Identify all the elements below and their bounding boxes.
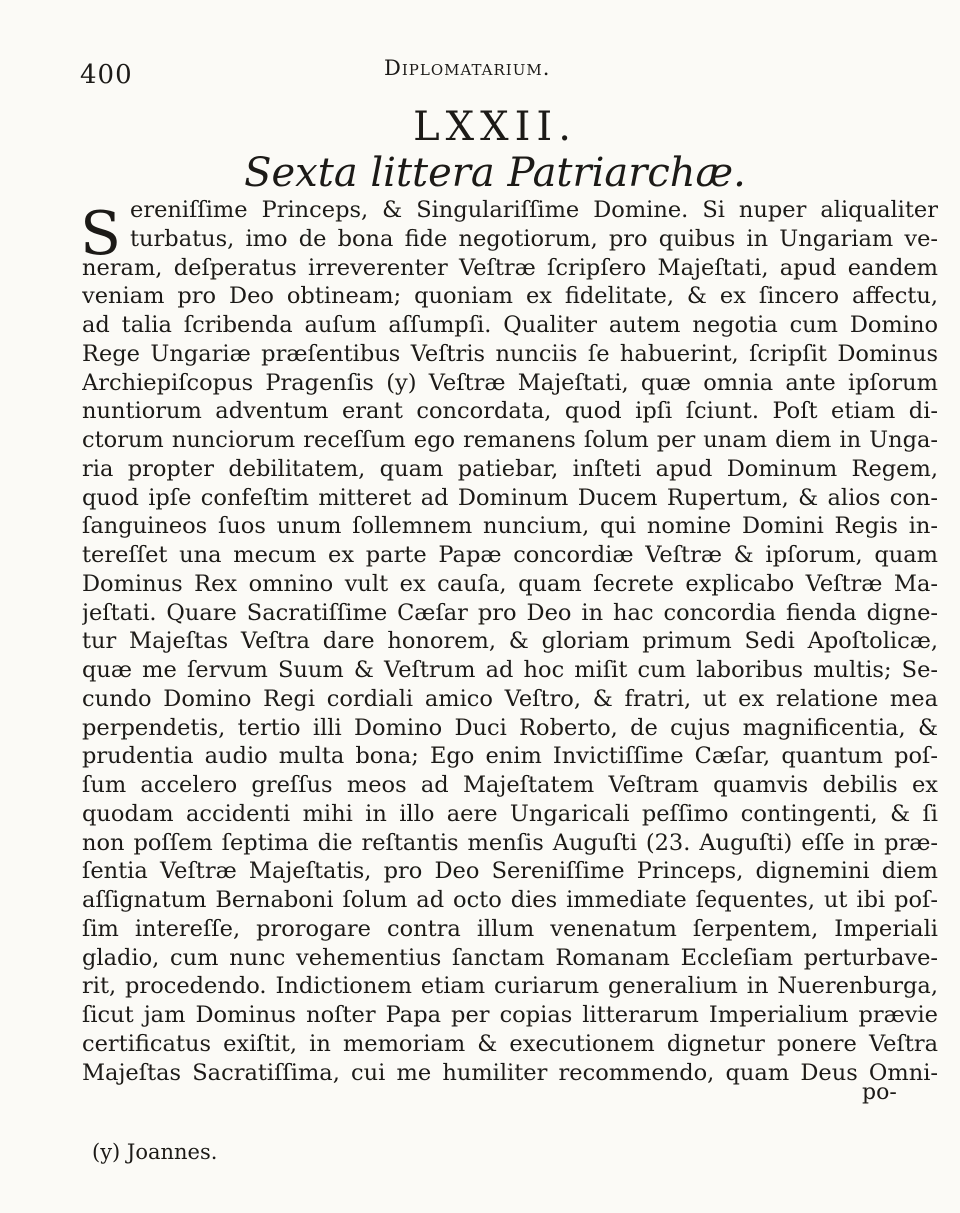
text-line: ſum accelero greſſus meos ad Majeſtatem Veſtram quamvis debilis ex [82,772,938,798]
document-body [82,196,938,1087]
document-title: Sexta littera Patriarchæ. [244,150,746,196]
text-line: quæ me ſervum Suum & Veſtrum ad hoc miſit cum laboribus multis; Se- [82,657,938,683]
catchword: po- [862,1080,897,1105]
text-line: jeſtati. Quare Sacratiſſime Cæſar pro Deo in hac concordia fienda digne- [82,599,938,626]
drop-initial: S [80,199,122,269]
text-line: turbatus, imo de bona fide negotiorum, pro quibus in Ungariam ve- [130,225,938,252]
text-line: aſſignatum Bernaboni ſolum ad octo dies immediate ſequentes, ut ibi poſ- [82,887,938,913]
text-line: tur Majeſtas Veſtra dare honorem, & gloriam primum Sedi Apoſtolicæ, [82,628,938,655]
text-line: ſentia Veſtræ Majeſtatis, pro Deo Sereniſſime Princeps, dignemini diem [82,858,938,885]
text-line: ſicut jam Dominus noſter Papa per copias litterarum Imperialium prævie [82,1002,938,1028]
text-line: Majeſtas Sacratiſſima, cui me humiliter recommendo, quam Deus Omni- [82,1059,938,1086]
text-line: certificatus exiſtit, in memoriam & executionem dignetur ponere Veſtra [82,1030,938,1057]
text-line: ria propter debilitatem, quam patiebar, inſteti apud Dominum Regem, [82,455,938,482]
text-line: neram, deſperatus irreverenter Veſtræ ſcripſero Majeſtati, apud eandem [82,254,938,281]
text-line: Archiepiſcopus Pragenſis (y) Veſtræ Majeſtati, quæ omnia ante ipſorum [82,369,938,396]
footnote: (y) Joannes. [92,1140,218,1164]
text-line: non poſſem ſeptima die reſtantis menſis Auguſti (23. Auguſti) eſſe in præ- [82,829,938,856]
text-line: nuntiorum adventum erant concordata, quod ipſi ſciunt. Poſt etiam di- [82,398,938,425]
text-line: rit, procedendo. Indictionem etiam curiarum generalium in Nuerenburga, [82,973,938,1000]
text-line: ſim intereſſe, prorogare contra illum venenatum ſerpentem, Imperiali [82,915,938,942]
page-number: 400 [80,60,133,90]
text-line: ſanguineos ſuos unum ſollemnem nuncium, qui nomine Domini Regis in- [82,513,938,540]
text-line: ad talia ſcribenda auſum aſſumpſi. Qualiter autem negotia cum Domino [82,312,938,338]
text-line: prudentia audio multa bona; Ego enim Invictiſſime Cæſar, quantum poſ- [82,743,938,770]
text-line: Rege Ungariæ præſentibus Veſtris nunciis ſe habuerint, ſcripſit Dominus [82,340,938,367]
text-line: perpendetis, tertio illi Domino Duci Roberto, de cujus magnificentia, & [82,714,938,741]
text-line: veniam pro Deo obtineam; quoniam ex fidelitate, & ex ſincero affectu, [82,283,938,310]
text-line: cundo Domino Regi cordiali amico Veſtro, & fratri, ut ex relatione mea [82,685,938,712]
text-line: ctorum nunciorum receſſum ego remanens ſolum per unam diem in Unga- [82,427,938,453]
text-line: quodam accidenti mihi in illo aere Ungaricali peſſimo contingenti, & ſi [82,800,938,827]
text-line: ereniſſime Princeps, & Singulariſſime Domine. Si nuper aliqualiter [130,197,938,223]
text-line: tereſſet una mecum ex parte Papæ concordiæ Veſtræ & ipſorum, quam [82,542,938,568]
text-line: Dominus Rex omnino vult ex cauſa, quam ſecrete explicabo Veſtræ Ma- [82,570,938,597]
document-number: LXXII. [413,104,577,150]
text-line: gladio, cum nunc vehementius ſanctam Romanam Eccleſiam perturbave- [82,944,938,971]
text-line: quod ipſe confeſtim mitteret ad Dominum Ducem Rupertum, & alios con- [82,484,938,511]
running-head: Diplomatarium. [384,56,551,80]
